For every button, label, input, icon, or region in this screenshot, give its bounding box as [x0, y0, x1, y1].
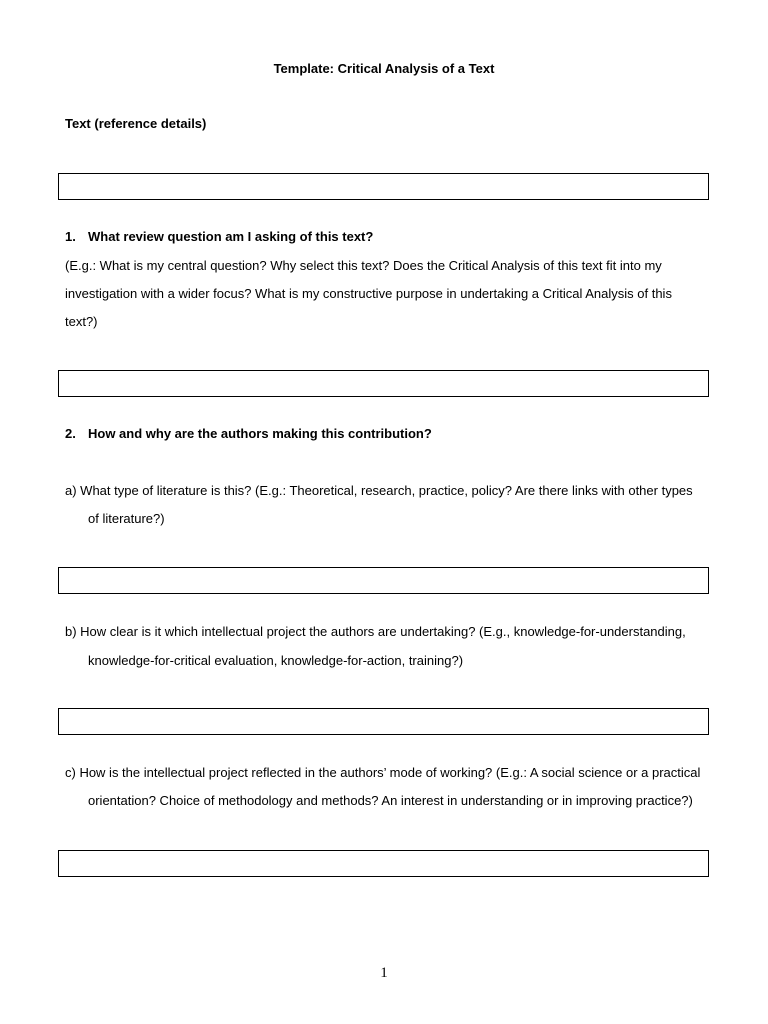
question-2-heading	[65, 426, 432, 441]
question-2a-line-2: of literature?)	[88, 511, 165, 526]
question-2a-line-1: a) What type of literature is this? (E.g.: Theoretical, research, practice, policy? Are there links with other types	[65, 483, 693, 498]
question-2b-answer-box[interactable]	[58, 708, 709, 735]
question-1-answer-box[interactable]	[58, 370, 709, 397]
question-2b-line-1: b) How clear is it which intellectual project the authors are undertaking? (E.g., knowledge-for-understanding,	[65, 624, 686, 639]
question-1-line-2: investigation with a wider focus? What is my constructive purpose in undertaking a Critical Analysis of this	[65, 286, 672, 301]
question-2c-line-1: c) How is the intellectual project reflected in the authors’ mode of working? (E.g.: A social science or a practical	[65, 765, 701, 780]
page-title: Template: Critical Analysis of a Text	[273, 61, 495, 76]
question-2b-line-2: knowledge-for-critical evaluation, knowledge-for-action, training?)	[88, 653, 464, 668]
reference-label: Text (reference details)	[65, 116, 207, 131]
page-number: 1	[380, 965, 388, 981]
question-1-text: What review question am I asking of this text?	[88, 229, 374, 244]
question-2a-answer-box[interactable]	[58, 567, 709, 594]
reference-answer-box[interactable]	[58, 173, 709, 200]
question-1-heading	[65, 229, 373, 244]
question-1-line-3: text?)	[65, 314, 98, 329]
question-2-number: 2.	[65, 426, 76, 441]
question-1-number: 1.	[65, 229, 76, 244]
question-1-line-1: (E.g.: What is my central question? Why select this text? Does the Critical Analysis of this text fit into my	[65, 258, 662, 273]
question-2c-line-2: orientation? Choice of methodology and methods? An interest in understanding or in improving practice?)	[88, 793, 693, 808]
question-2-text: How and why are the authors making this contribution?	[88, 426, 432, 441]
question-2c-answer-box[interactable]	[58, 850, 709, 877]
